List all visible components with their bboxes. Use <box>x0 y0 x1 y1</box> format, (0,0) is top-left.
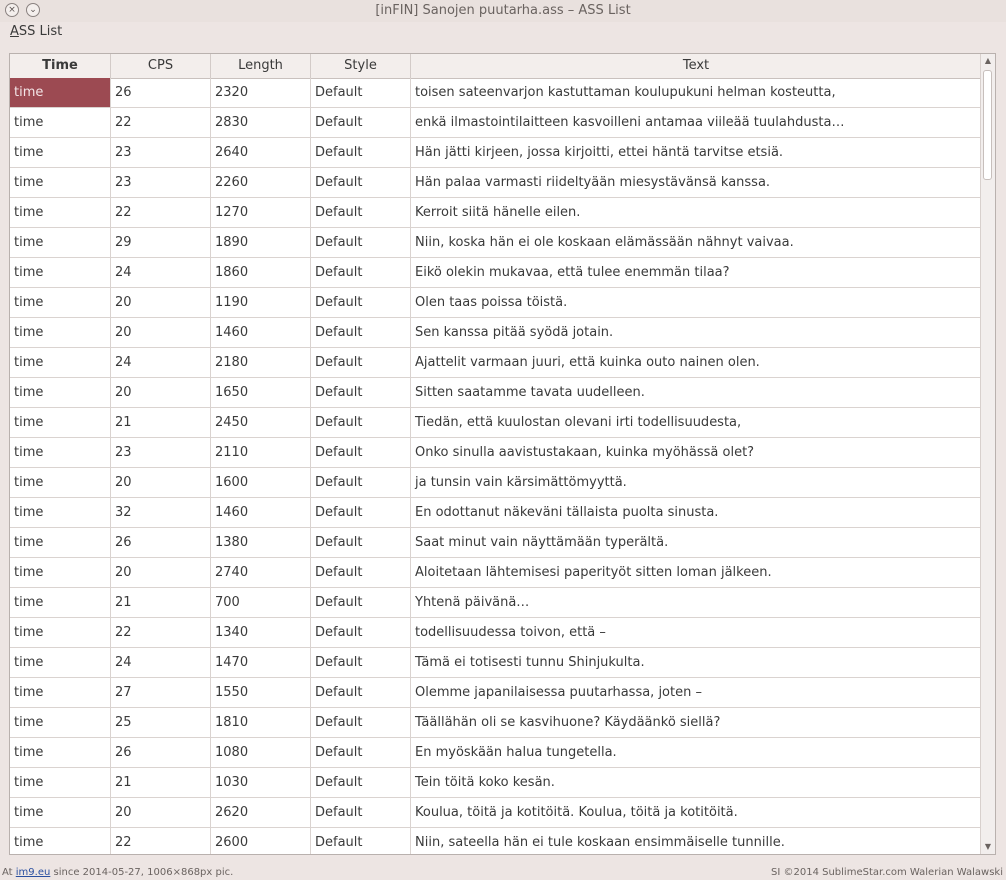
cell-style[interactable]: Default <box>311 438 411 467</box>
cell-cps[interactable]: 23 <box>111 138 211 167</box>
table-row[interactable] <box>10 558 982 588</box>
cell-time[interactable]: time <box>10 168 111 197</box>
cell-time[interactable]: time <box>10 288 111 317</box>
cell-text[interactable]: Onko sinulla aavistustakaan, kuinka myöhässä olet? <box>411 438 982 467</box>
cell-cps[interactable]: 20 <box>111 288 211 317</box>
cell-time[interactable]: time <box>10 528 111 557</box>
cell-text[interactable]: En odottanut näkeväni tällaista puolta sinusta. <box>411 498 982 527</box>
cell-text[interactable]: Hän palaa varmasti riideltyään miesystävänsä kanssa. <box>411 168 982 197</box>
cell-style[interactable]: Default <box>311 558 411 587</box>
cell-length[interactable]: 1030 <box>211 768 311 797</box>
cell-time[interactable]: time <box>10 648 111 677</box>
cell-text[interactable]: Koulua, töitä ja kotitöitä. Koulua, töitä ja kotitöitä. <box>411 798 982 827</box>
cell-style[interactable]: Default <box>311 108 411 137</box>
cell-length[interactable]: 1890 <box>211 228 311 257</box>
cell-length[interactable]: 2740 <box>211 558 311 587</box>
cell-length[interactable]: 1460 <box>211 498 311 527</box>
table-row[interactable] <box>10 288 982 318</box>
table-row[interactable] <box>10 78 982 108</box>
cell-cps[interactable]: 22 <box>111 618 211 647</box>
table-row[interactable] <box>10 798 982 828</box>
cell-text[interactable]: ja tunsin vain kärsimättömyyttä. <box>411 468 982 497</box>
cell-style[interactable]: Default <box>311 258 411 287</box>
table-row[interactable] <box>10 408 982 438</box>
cell-text[interactable]: Saat minut vain näyttämään typerältä. <box>411 528 982 557</box>
cell-time[interactable]: time <box>10 198 111 227</box>
cell-text[interactable]: todellisuudessa toivon, että – <box>411 618 982 647</box>
scroll-up-icon[interactable]: ▲ <box>984 56 992 65</box>
cell-length[interactable]: 1860 <box>211 258 311 287</box>
cell-style[interactable]: Default <box>311 798 411 827</box>
cell-time[interactable]: time <box>10 408 111 437</box>
close-icon[interactable]: × <box>5 3 19 17</box>
table-row[interactable] <box>10 198 982 228</box>
cell-text[interactable]: Olemme japanilaisessa puutarhassa, joten – <box>411 678 982 707</box>
cell-style[interactable]: Default <box>311 318 411 347</box>
cell-cps[interactable]: 26 <box>111 78 211 107</box>
cell-text[interactable]: Sen kanssa pitää syödä jotain. <box>411 318 982 347</box>
footer-suffix: since 2014-05-27, 1006×868px pic. <box>50 867 234 878</box>
cell-style[interactable]: Default <box>311 768 411 797</box>
menubar <box>0 22 1006 44</box>
cell-time[interactable]: time <box>10 348 111 377</box>
cell-time[interactable]: time <box>10 438 111 467</box>
cell-length[interactable]: 700 <box>211 588 311 617</box>
table-row[interactable] <box>10 828 982 855</box>
cell-text[interactable]: En myöskään halua tungetella. <box>411 738 982 767</box>
table-row[interactable] <box>10 498 982 528</box>
menu-ass-list[interactable] <box>10 24 62 39</box>
footer-left <box>2 866 233 880</box>
cell-time[interactable]: time <box>10 258 111 287</box>
table-row[interactable] <box>10 588 982 618</box>
cell-style[interactable]: Default <box>311 648 411 677</box>
cell-cps[interactable]: 22 <box>111 828 211 855</box>
cell-time[interactable]: time <box>10 78 111 107</box>
cell-style[interactable]: Default <box>311 588 411 617</box>
cell-style[interactable]: Default <box>311 288 411 317</box>
table-row[interactable] <box>10 108 982 138</box>
cell-time[interactable]: time <box>10 798 111 827</box>
cell-text[interactable]: Kerroit siitä hänelle eilen. <box>411 198 982 227</box>
cell-text[interactable]: enkä ilmastointilaitteen kasvoilleni antamaa viileää tuulahdusta… <box>411 108 982 137</box>
cell-style[interactable]: Default <box>311 378 411 407</box>
cell-style[interactable]: Default <box>311 168 411 197</box>
cell-cps[interactable]: 27 <box>111 678 211 707</box>
footer <box>0 866 1006 880</box>
subtitle-table <box>9 53 996 855</box>
cell-time[interactable]: time <box>10 318 111 347</box>
cell-time[interactable]: time <box>10 108 111 137</box>
cell-time[interactable]: time <box>10 378 111 407</box>
cell-time[interactable]: time <box>10 828 111 855</box>
cell-cps[interactable]: 21 <box>111 768 211 797</box>
cell-time[interactable]: time <box>10 468 111 497</box>
cell-length[interactable]: 1650 <box>211 378 311 407</box>
cell-cps[interactable]: 21 <box>111 588 211 617</box>
table-row[interactable] <box>10 738 982 768</box>
menu-ass-list-mnemonic: A <box>10 24 19 39</box>
cell-time[interactable]: time <box>10 708 111 737</box>
vertical-scrollbar[interactable] <box>980 54 995 854</box>
window-title: [inFIN] Sanojen puutarha.ass – ASS List <box>375 3 631 18</box>
cell-length[interactable]: 1460 <box>211 318 311 347</box>
table-row[interactable] <box>10 468 982 498</box>
table-header <box>10 54 982 79</box>
cell-length[interactable]: 1470 <box>211 648 311 677</box>
cell-text[interactable]: Täällähän oli se kasvihuone? Käydäänkö siellä? <box>411 708 982 737</box>
cell-time[interactable]: time <box>10 678 111 707</box>
table-body <box>10 78 982 855</box>
cell-time[interactable]: time <box>10 768 111 797</box>
cell-length[interactable]: 2320 <box>211 78 311 107</box>
table-row[interactable] <box>10 438 982 468</box>
cell-length[interactable]: 1550 <box>211 678 311 707</box>
column-header-cps[interactable]: CPS <box>111 54 211 78</box>
cell-time[interactable]: time <box>10 138 111 167</box>
cell-cps[interactable]: 22 <box>111 108 211 137</box>
cell-length[interactable]: 2620 <box>211 798 311 827</box>
table-row[interactable] <box>10 138 982 168</box>
table-row[interactable] <box>10 678 982 708</box>
cell-style[interactable]: Default <box>311 618 411 647</box>
cell-length[interactable]: 1340 <box>211 618 311 647</box>
cell-style[interactable]: Default <box>311 498 411 527</box>
cell-text[interactable]: Hän jätti kirjeen, jossa kirjoitti, ettei häntä tarvitse etsiä. <box>411 138 982 167</box>
table-row[interactable] <box>10 228 982 258</box>
cell-style[interactable]: Default <box>311 138 411 167</box>
cell-style[interactable]: Default <box>311 678 411 707</box>
table-row[interactable] <box>10 768 982 798</box>
cell-style[interactable]: Default <box>311 528 411 557</box>
cell-cps[interactable]: 26 <box>111 528 211 557</box>
cell-cps[interactable]: 23 <box>111 168 211 197</box>
cell-text[interactable]: Niin, sateella hän ei tule koskaan ensimmäiselle tunnille. <box>411 828 982 855</box>
cell-text[interactable]: Aloitetaan lähtemisesi paperityöt sitten loman jälkeen. <box>411 558 982 587</box>
cell-length[interactable]: 1190 <box>211 288 311 317</box>
cell-time[interactable]: time <box>10 588 111 617</box>
window-titlebar <box>0 0 1006 23</box>
cell-cps[interactable]: 24 <box>111 648 211 677</box>
cell-style[interactable]: Default <box>311 738 411 767</box>
table-row[interactable] <box>10 258 982 288</box>
cell-style[interactable]: Default <box>311 228 411 257</box>
minimize-icon[interactable]: ⌄ <box>26 3 40 17</box>
cell-cps[interactable]: 21 <box>111 408 211 437</box>
table-row[interactable] <box>10 318 982 348</box>
cell-style[interactable]: Default <box>311 708 411 737</box>
cell-style[interactable]: Default <box>311 348 411 377</box>
cell-cps[interactable]: 20 <box>111 468 211 497</box>
table-row[interactable] <box>10 618 982 648</box>
cell-time[interactable]: time <box>10 228 111 257</box>
cell-style[interactable]: Default <box>311 468 411 497</box>
cell-text[interactable]: Sitten saatamme tavata uudelleen. <box>411 378 982 407</box>
table-row[interactable] <box>10 168 982 198</box>
cell-time[interactable]: time <box>10 618 111 647</box>
cell-length[interactable]: 1810 <box>211 708 311 737</box>
cell-style[interactable]: Default <box>311 78 411 107</box>
cell-style[interactable]: Default <box>311 198 411 227</box>
cell-cps[interactable]: 32 <box>111 498 211 527</box>
cell-length[interactable]: 2640 <box>211 138 311 167</box>
cell-length[interactable]: 2450 <box>211 408 311 437</box>
cell-cps[interactable]: 29 <box>111 228 211 257</box>
table-row[interactable] <box>10 708 982 738</box>
cell-length[interactable]: 1600 <box>211 468 311 497</box>
cell-cps[interactable]: 20 <box>111 798 211 827</box>
cell-style[interactable]: Default <box>311 828 411 855</box>
cell-length[interactable]: 1380 <box>211 528 311 557</box>
cell-text[interactable]: Tiedän, että kuulostan olevani irti todellisuudesta, <box>411 408 982 437</box>
cell-text[interactable]: Ajattelit varmaan juuri, että kuinka outo nainen olen. <box>411 348 982 377</box>
cell-cps[interactable]: 24 <box>111 348 211 377</box>
cell-text[interactable]: Tein töitä koko kesän. <box>411 768 982 797</box>
table-row[interactable] <box>10 348 982 378</box>
cell-cps[interactable]: 20 <box>111 558 211 587</box>
cell-length[interactable]: 2600 <box>211 828 311 855</box>
column-header-time[interactable]: Time <box>10 54 111 78</box>
cell-cps[interactable]: 24 <box>111 258 211 287</box>
table-row[interactable] <box>10 378 982 408</box>
footer-credit: SI ©2014 SublimeStar.com Walerian Walawski <box>771 867 1003 878</box>
cell-cps[interactable]: 20 <box>111 378 211 407</box>
footer-link[interactable]: im9.eu <box>15 867 51 878</box>
cell-style[interactable]: Default <box>311 408 411 437</box>
cell-cps[interactable]: 25 <box>111 708 211 737</box>
cell-time[interactable]: time <box>10 498 111 527</box>
table-row[interactable] <box>10 528 982 558</box>
cell-cps[interactable]: 20 <box>111 318 211 347</box>
cell-length[interactable]: 2260 <box>211 168 311 197</box>
cell-cps[interactable]: 22 <box>111 198 211 227</box>
cell-length[interactable]: 2180 <box>211 348 311 377</box>
scrollbar-thumb[interactable] <box>983 70 992 180</box>
cell-text[interactable]: Yhtenä päivänä… <box>411 588 982 617</box>
footer-prefix: At <box>2 867 16 878</box>
cell-text[interactable]: toisen sateenvarjon kastuttaman koulupukuni helman kosteutta, <box>411 78 982 107</box>
cell-time[interactable]: time <box>10 558 111 587</box>
cell-length[interactable]: 1270 <box>211 198 311 227</box>
cell-cps[interactable]: 26 <box>111 738 211 767</box>
scroll-down-icon[interactable]: ▼ <box>984 842 992 851</box>
cell-length[interactable]: 1080 <box>211 738 311 767</box>
cell-text[interactable]: Olen taas poissa töistä. <box>411 288 982 317</box>
cell-time[interactable]: time <box>10 738 111 767</box>
column-header-text[interactable]: Text <box>411 54 982 78</box>
cell-length[interactable]: 2110 <box>211 438 311 467</box>
cell-text[interactable]: Eikö olekin mukavaa, että tulee enemmän tilaa? <box>411 258 982 287</box>
table-row[interactable] <box>10 648 982 678</box>
cell-text[interactable]: Niin, koska hän ei ole koskaan elämässään nähnyt vaivaa. <box>411 228 982 257</box>
menu-ass-list-label: SS List <box>18 24 63 39</box>
column-header-length[interactable]: Length <box>211 54 311 78</box>
cell-length[interactable]: 2830 <box>211 108 311 137</box>
column-header-style[interactable]: Style <box>311 54 411 78</box>
cell-text[interactable]: Tämä ei totisesti tunnu Shinjukulta. <box>411 648 982 677</box>
cell-cps[interactable]: 23 <box>111 438 211 467</box>
